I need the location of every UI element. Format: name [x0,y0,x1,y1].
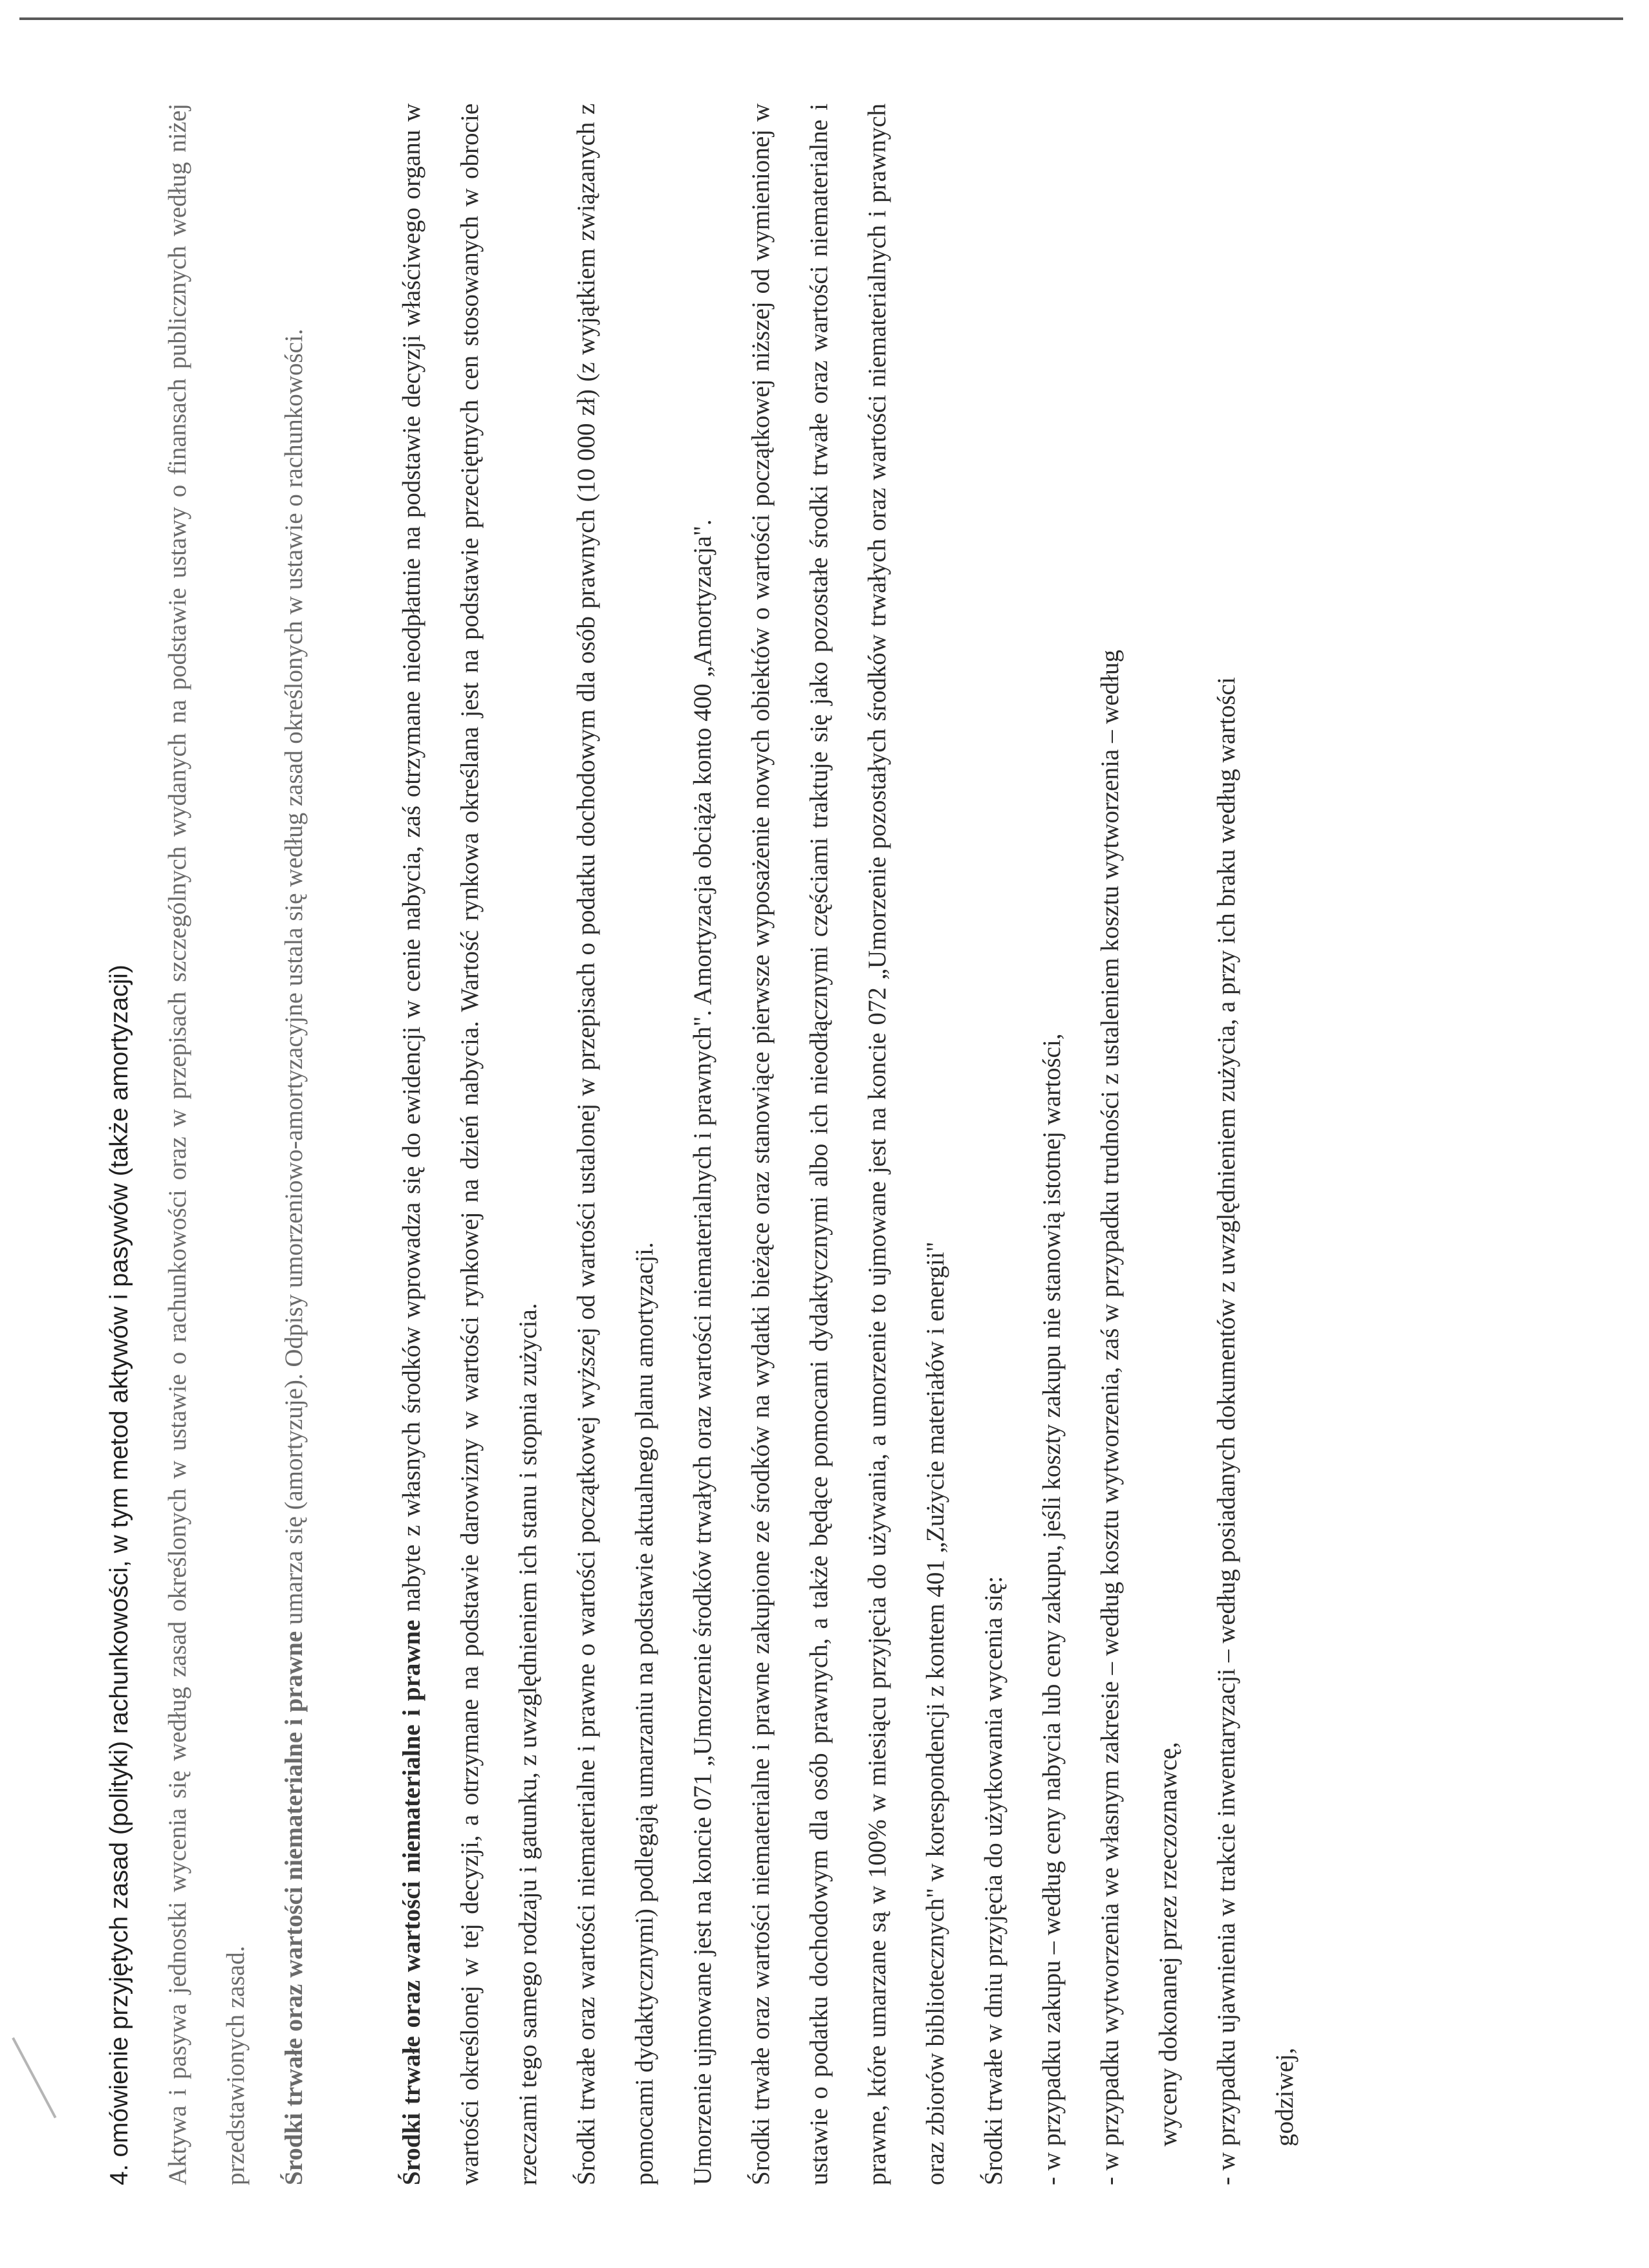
bold-term: Środki trwałe oraz wartości niematerialne i prawne [398,1620,426,2185]
section-heading: 4. omówienie przyjętych zasad (polityki) rachunkowości, w tym metod aktywów i pasywów (także amortyzacji) [105,965,133,2185]
paragraph-gap [323,103,383,2185]
paragraph-low-value-assets: Środki trwałe oraz wartości niematerialne i prawne zakupione ze środków na wydatki bieżące oraz stanowiące pierwsze wyposażenie nowych obiektów o wartości początkowej niższej od wymienionej w ustawie o podatku dochodowym dla osób prawnych, a także będące pomocami dydaktycznymi albo ich nieodłącznymi częściami traktuje się jako pozostałe środki trwałe oraz wartości niematerialne i prawne, które umarzane są w 100% w miesiącu przyjęcia do używania, a umorzenie to ujmowane jest na koncie 072 „Umorzenie pozostałych środków trwałych oraz wartości niematerialnych i prawnych oraz zbiorów bibliotecznych" w korespondencji z kontem 401 „Zużycie materiałów i energii" [747,103,949,2185]
paragraph-assets-valuation: Aktywa i pasywa jednostki wycenia się według zasad określonych w ustawie o rachunkowości oraz w przepisach szczególnych wydanych na podstawie ustawy o finansach publicznych według niżej przedstawionych zasad. [164,103,250,2185]
paragraph-acquisition [383,103,557,2185]
list-item-text: - w przypadku ujawnienia w trakcie inwentaryzacji – według posiadanych dokumentów z uwzględnieniem zużycia, a przy ich braku według wartości [1212,677,1240,2185]
paragraph-accounts: Umorzenie ujmowane jest na koncie 071 „Umorzenie środków trwałych oraz wartości niematerialnych i prawnych". Amortyzacja obciąża konto 400 „Amortyzacja". [689,519,717,2185]
list-item-continuation: wyceny dokonanej przez rzeczoznawcę, [1154,1742,1182,2146]
paragraph-threshold: Środki trwałe oraz wartości niematerialne i prawne o wartości początkowej wyższej od wartości ustalonej w przepisach o podatku dochodowym dla osób prawnych (10 000 zł) (z wyjątkiem związanych z pomocami dydaktycznymi) podlegają umarzaniu na podstawie aktualnego planu amortyzacji. [572,103,658,2185]
list-item [1198,103,1314,2185]
rotated-page-content [91,103,1494,2185]
paragraph-depreciation [265,103,323,2185]
scan-corner-mark [12,2037,56,2118]
document-body [91,103,1314,2185]
scan-top-rule [19,17,1623,20]
paragraph-valuation-intro: Środki trwałe w dniu przyjęcia do użytkowania wycenia się: [980,1576,1008,2185]
list-item-continuation: godziwej, [1271,2048,1299,2146]
bold-term: Środki trwałe oraz wartości niematerialne i prawne [280,1631,308,2185]
paragraph-text: umarza się (amortyzuje). Odpisy umorzeniowo-amortyzacyjne ustala się według zasad określonych w ustawie o rachunkowości. [280,328,308,1631]
list-item [1023,103,1081,2185]
list-item [1081,103,1198,2185]
paragraph-text: nabyte z własnych środków wprowadza się do ewidencji w cenie nabycia, zaś otrzymane nieodpłatnie na podstawie decyzji właściwego organu w wartości określonej w tej decyzji, a otrzymane na podstawie darowizny w wartości rynkowej na dzień nabycia. Wartość rynkowa określana jest na podstawie przeciętnych cen stosowanych w obrocie rzeczami tego samego rodzaju i gatunku, z uwzględnieniem ich stanu i stopnia zużycia. [398,103,542,2185]
list-item-text: - w przypadku wytworzenia we własnym zakresie – według kosztu wytworzenia, zaś w przypadku trudności z ustaleniem kosztu wytworzenia – według [1096,649,1124,2185]
list-item-text: - w przypadku zakupu – według ceny nabycia lub ceny zakupu, jeśli koszty zakupu nie stanowią istotnej wartości, [1038,1033,1066,2185]
